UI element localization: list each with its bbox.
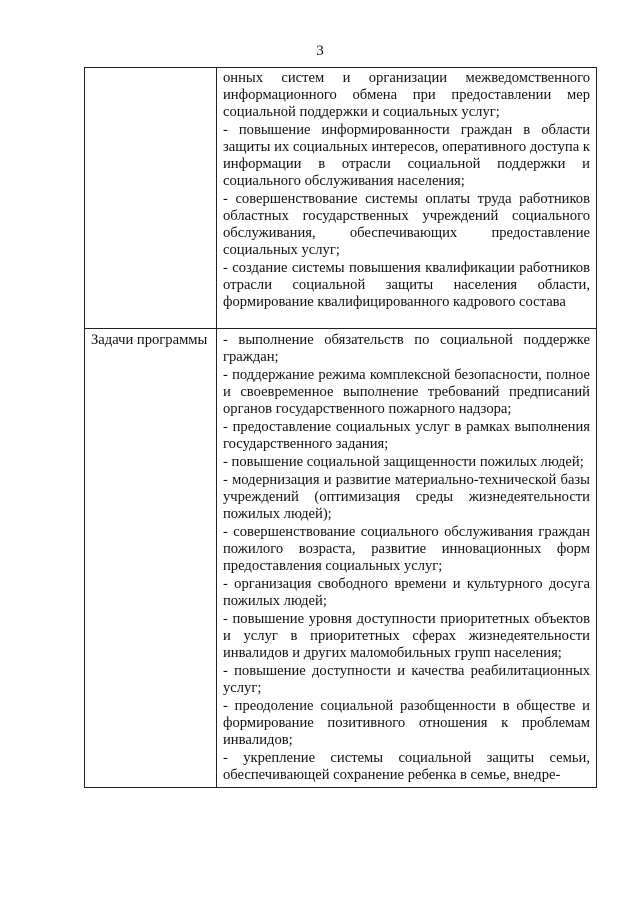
row-content-cell xyxy=(217,68,597,329)
table-row xyxy=(85,329,597,788)
paragraph: - предоставление социальных услуг в рамках выполнения государственного задания; xyxy=(223,419,590,452)
paragraph: - создание системы повышения квалификации работников отрасли социальной защиты населения области, формирование квалифицированного кадрового состава xyxy=(223,260,590,310)
paragraph: - модернизация и развитие материально-технической базы учреждений (оптимизация среды жизнедеятельности пожилых людей); xyxy=(223,472,590,522)
paragraph: онных систем и организации межведомственного информационного обмена при предоставлении мер социальной поддержки и социальных услуг; xyxy=(223,70,590,120)
paragraph: - повышение уровня доступности приоритетных объектов и услуг в приоритетных сферах жизнедеятельности инвалидов и других маломобильных групп населения; xyxy=(223,611,590,661)
paragraph: - выполнение обязательств по социальной поддержке граждан; xyxy=(223,332,590,365)
paragraph: - совершенствование социального обслуживания граждан пожилого возраста, развитие инновационных форм предоставления социальных услуг; xyxy=(223,524,590,574)
paragraph: - преодоление социальной разобщенности в обществе и формирование позитивного отношения к проблемам инвалидов; xyxy=(223,698,590,748)
row-label-cell: Задачи программы xyxy=(85,329,217,788)
row-label-cell xyxy=(85,68,217,329)
paragraph: - укрепление системы социальной защиты семьи, обеспечивающей сохранение ребенка в семье, внедре- xyxy=(223,750,590,783)
row-content-cell xyxy=(217,329,597,788)
table-row xyxy=(85,68,597,329)
paragraph: - организация свободного времени и культурного досуга пожилых людей; xyxy=(223,576,590,609)
paragraph: - повышение информированности граждан в области защиты их социальных интересов, оперативного доступа к информации в отрасли социальной поддержки и социального обслуживания населения; xyxy=(223,122,590,189)
paragraph: - поддержание режима комплексной безопасности, полное и своевременное выполнение требований предписаний органов государственного пожарного надзора; xyxy=(223,367,590,417)
page-number: 3 xyxy=(316,43,324,59)
paragraph: - повышение доступности и качества реабилитационных услуг; xyxy=(223,663,590,696)
paragraph: - повышение социальной защищенности пожилых людей; xyxy=(223,454,584,470)
paragraph: - совершенствование системы оплаты труда работников областных государственных учреждений социального обслуживания, обеспечивающих предоставление социальных услуг; xyxy=(223,191,590,258)
program-table xyxy=(84,67,597,788)
